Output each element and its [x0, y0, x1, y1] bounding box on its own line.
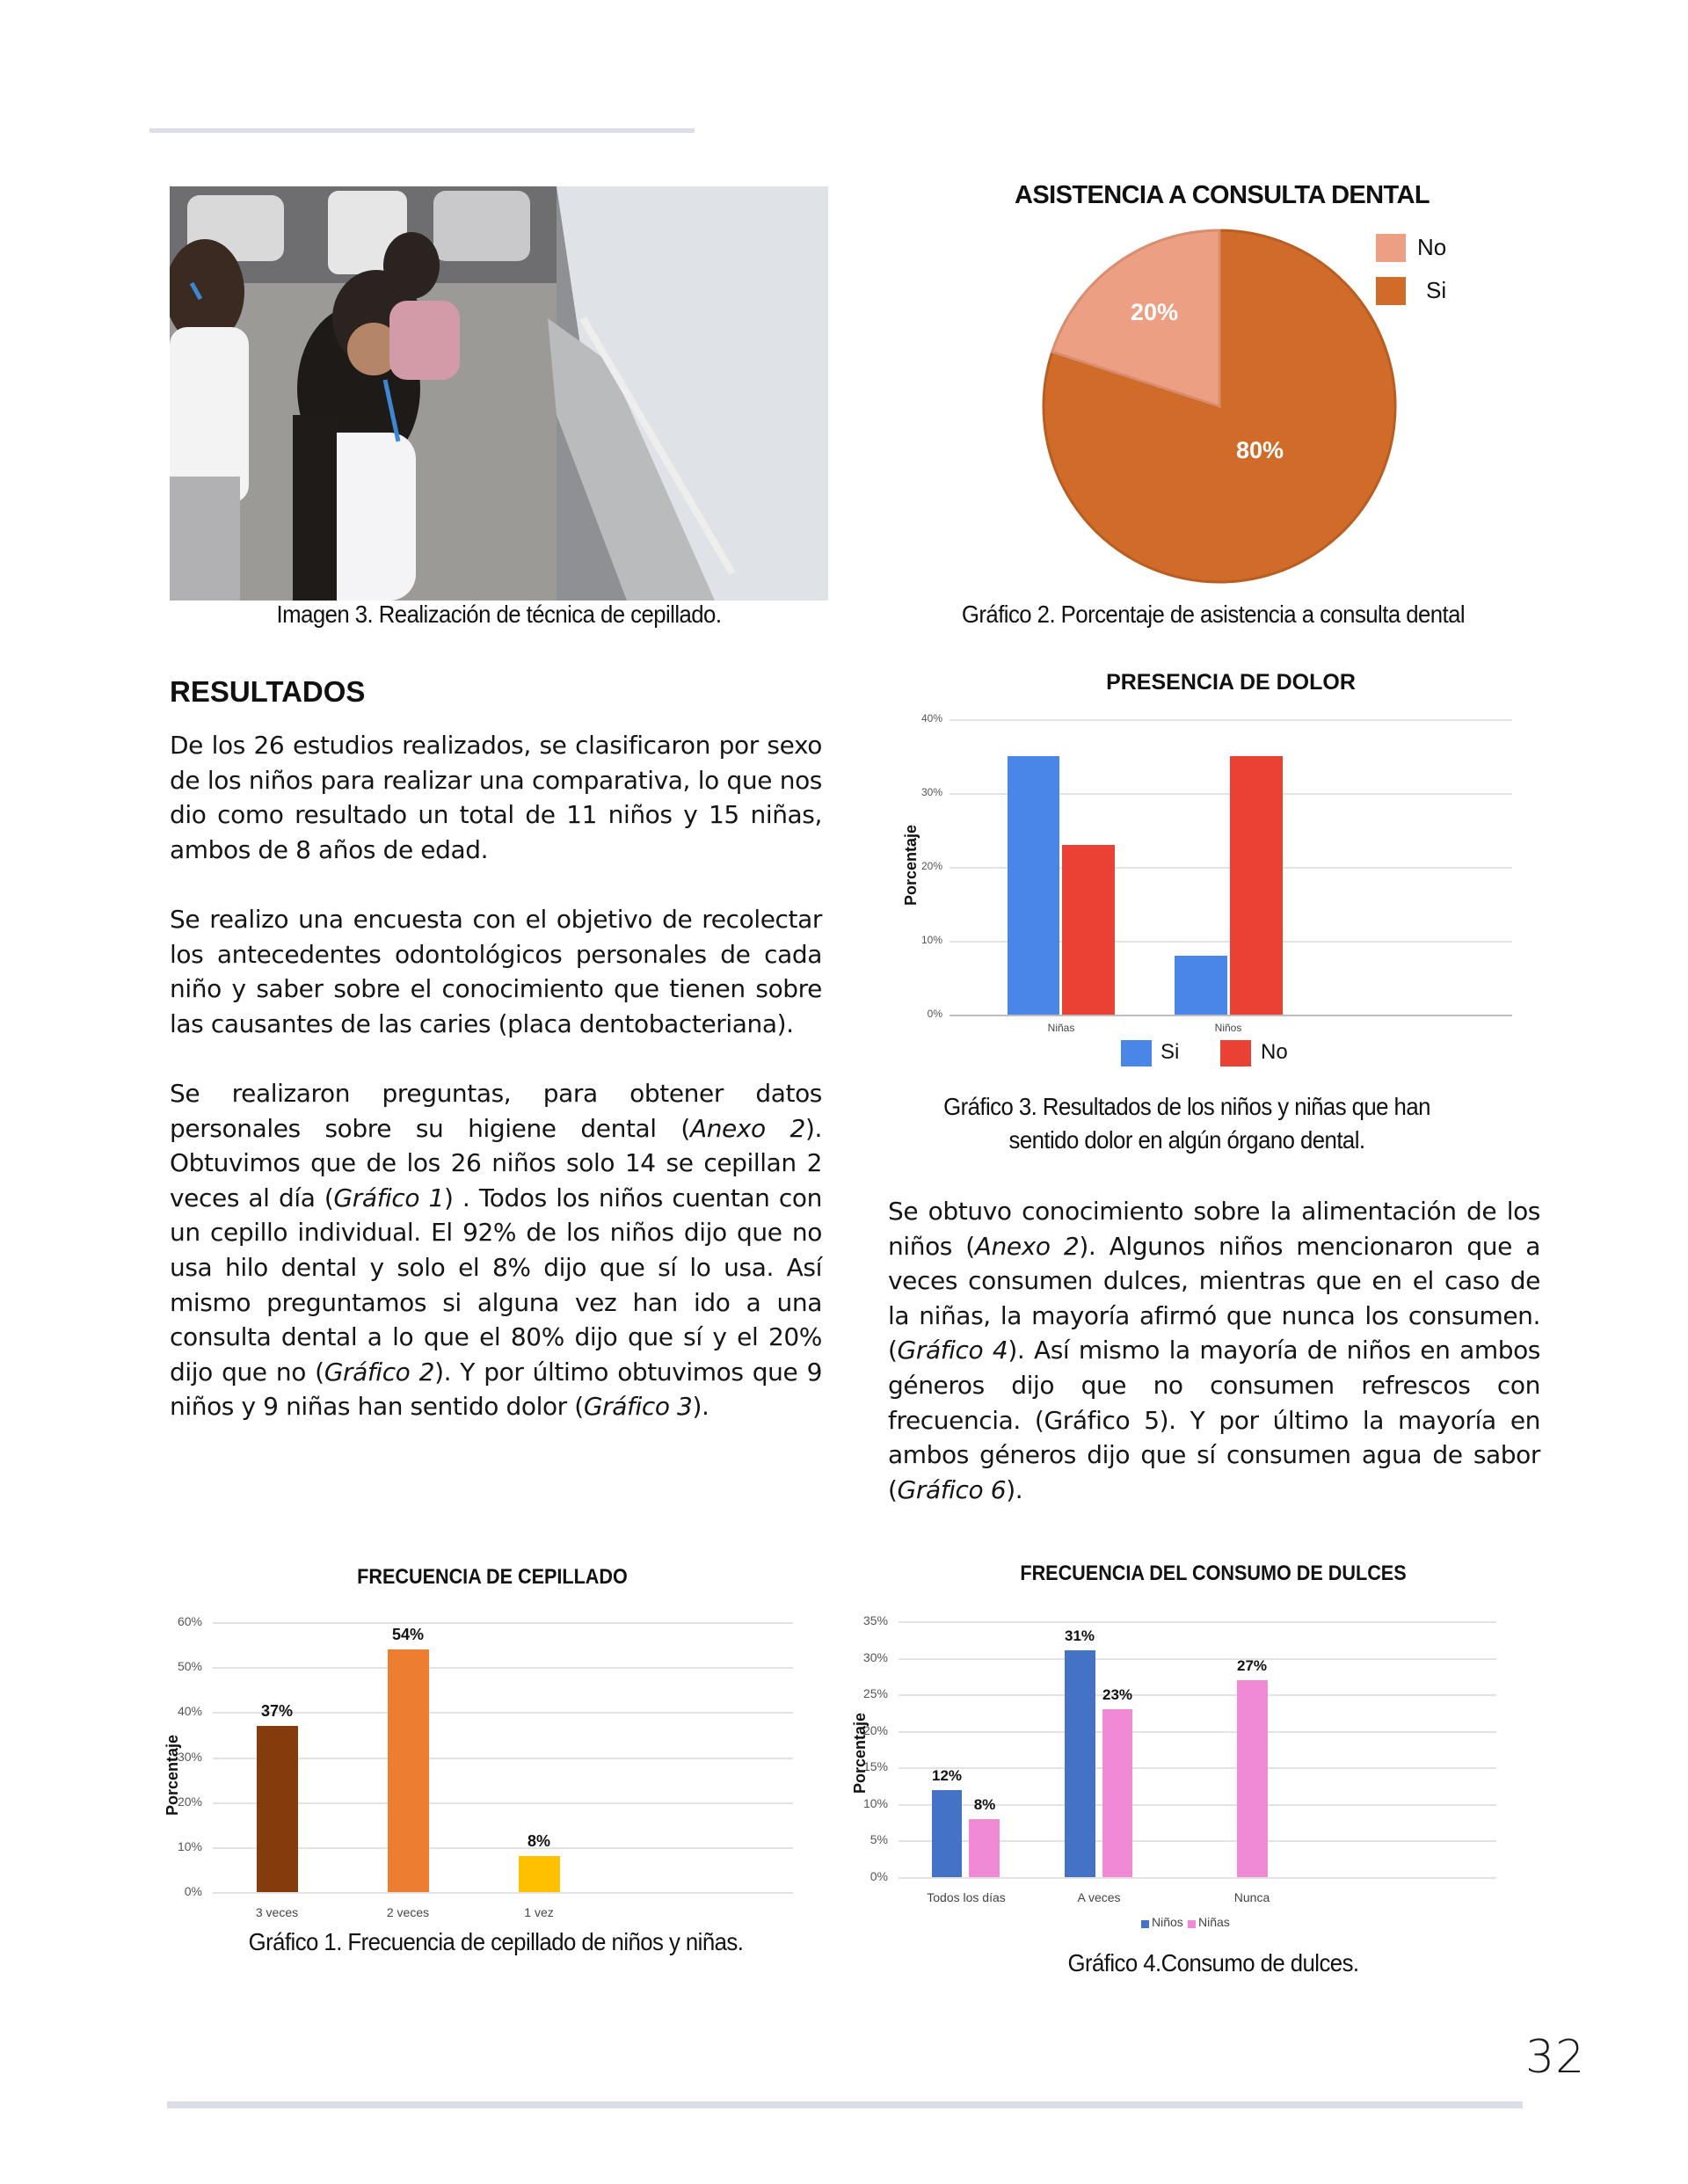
x-category: Niños [1214, 1022, 1242, 1034]
chart1-caption: Gráfico 1. Frecuencia de cepillado de niños y niñas. [248, 1928, 744, 1955]
gridline [213, 1622, 793, 1624]
reference-grafico-3: Gráfico 3 [583, 1392, 693, 1422]
legend-label-si: Si [1160, 1040, 1180, 1064]
y-tick: 50% [177, 1659, 202, 1673]
data-label: 31% [1064, 1627, 1095, 1644]
x-category: 2 veces [386, 1905, 430, 1919]
reference-grafico-2: Gráfico 2 [324, 1357, 435, 1387]
legend-label-no: No [1417, 234, 1447, 260]
text-span: ). [1006, 1474, 1023, 1504]
paragraph-4 [888, 1194, 1540, 1507]
x-category: 3 veces [255, 1905, 299, 1919]
bar-todos-ninos [932, 1790, 962, 1877]
chart2-title: ASISTENCIA A CONSULTA DENTAL [1015, 181, 1430, 209]
text-span: ) . Todos los niños cuentan con un cepillo individual. El 92% de los niños dijo que no usa hilo dental y solo el 8% dijo que sí lo usa. Así mismo preguntamos si alguna vez han ido a una consulta dental a lo que el 80% dijo que sí y el 20% dijo que no ( [170, 1183, 822, 1387]
data-label: 12% [931, 1767, 963, 1784]
chart3-caption-line2: sentido dolor en algún órgano dental. [1008, 1126, 1365, 1154]
y-tick: 0% [927, 1008, 942, 1020]
photo-illustration [170, 186, 828, 601]
gridline [213, 1802, 793, 1804]
section-heading-resultados: RESULTADOS [170, 675, 366, 708]
text-span: ). Y por último obtuvimos que 9 niños y 9 niñas han sentido dolor ( [170, 1357, 822, 1422]
x-category: Todos los días [927, 1890, 1006, 1904]
page-number: 32 [1525, 2031, 1586, 2084]
chart1-plot [158, 1609, 809, 1926]
y-tick: 15% [862, 1759, 888, 1773]
legend-swatch-si [1376, 277, 1406, 305]
legend-label-si: Si [1426, 277, 1447, 303]
x-category: 1 vez [524, 1905, 554, 1919]
data-label: 8% [973, 1796, 996, 1813]
text-span: ). [692, 1392, 709, 1422]
results-body-left [170, 728, 822, 1424]
bar-ninos-si [1175, 956, 1227, 1015]
y-tick: 60% [177, 1614, 202, 1628]
y-tick: 25% [862, 1686, 888, 1700]
y-tick: 20% [177, 1795, 202, 1809]
data-label: 37% [260, 1702, 294, 1720]
chart3-title: PRESENCIA DE DOLOR [1106, 670, 1356, 695]
text-span: Se realizaron preguntas, para obtener datos personales sobre su higiene dental ( [170, 1078, 822, 1143]
chart1-title: FRECUENCIA DE CEPILLADO [357, 1565, 628, 1589]
y-tick: 30% [862, 1650, 888, 1664]
header-rule [149, 128, 695, 133]
bar-ninas-si [1008, 756, 1059, 1015]
legend-swatch-no [1376, 234, 1406, 262]
legend-swatch-ninas [1188, 1920, 1196, 1928]
y-tick: 10% [177, 1839, 202, 1853]
chart3-y-axis-label: Porcentaje [902, 824, 920, 906]
chart1-y-axis-label: Porcentaje [164, 1734, 181, 1816]
bar-ninos-no [1230, 756, 1283, 1015]
bar-aveces-ninas [1102, 1709, 1132, 1877]
gridline [213, 1847, 793, 1849]
paragraph-1: De los 26 estudios realizados, se clasificaron por sexo de los niños para realizar una comparativa, lo que nos dio como resultado un total de 11 niños y 15 niñas, ambos de 8 años de edad. [170, 731, 822, 864]
y-tick: 20% [920, 860, 942, 872]
legend-swatch-no [1220, 1040, 1251, 1067]
y-tick: 30% [920, 786, 942, 798]
paragraph-3 [170, 1076, 822, 1424]
reference-anexo-2: Anexo 2 [689, 1113, 805, 1143]
footer-rule [167, 2101, 1523, 2108]
chart4-plot [844, 1609, 1539, 1961]
gridline [899, 1731, 1496, 1733]
gridline [899, 1658, 1496, 1660]
gridline [213, 1758, 793, 1759]
data-label: 23% [1102, 1686, 1133, 1703]
y-tick: 20% [862, 1723, 888, 1737]
chart2-pie [1029, 215, 1415, 593]
paragraph-2: Se realizo una encuesta con el objetivo de recolectar los antecedentes odontológicos personales de cada niño y saber sobre el conocimiento que tienen sobre las causantes de las caries (placa dentobacteriana). [170, 904, 822, 1038]
pie-label-no: 20% [1130, 299, 1179, 325]
data-label: 8% [527, 1832, 550, 1850]
chart4-title: FRECUENCIA DEL CONSUMO DE DULCES [1020, 1562, 1407, 1585]
legend-label-ninas: Niñas [1198, 1915, 1230, 1929]
data-label: 27% [1236, 1657, 1268, 1674]
gridline [899, 1621, 1496, 1623]
bar-todos-ninas [969, 1819, 1000, 1877]
gridline [899, 1767, 1496, 1769]
bar-2-veces [388, 1649, 429, 1892]
legend-swatch-si [1121, 1040, 1152, 1067]
x-category: A veces [1077, 1890, 1121, 1904]
results-body-right [888, 1194, 1540, 1507]
x-axis [950, 1015, 1512, 1016]
x-category: Niñas [1047, 1022, 1075, 1034]
chart2-caption: Gráfico 2. Porcentaje de asistencia a consulta dental [961, 601, 1466, 628]
pie-label-si: 80% [1235, 437, 1284, 463]
y-tick: 0% [869, 1869, 888, 1883]
photo-brushing-technique [170, 186, 828, 601]
chart3-plot [897, 703, 1512, 1064]
image3-caption: Imagen 3. Realización de técnica de cepillado. [276, 601, 722, 628]
data-label: 54% [391, 1626, 425, 1643]
reference-anexo-2: Anexo 2 [974, 1231, 1080, 1261]
y-tick: 30% [177, 1750, 202, 1764]
bar-ninas-no [1062, 845, 1115, 1015]
legend-label-ninos: Niños [1152, 1915, 1183, 1929]
y-tick: 40% [177, 1704, 202, 1718]
y-tick: 0% [184, 1884, 202, 1898]
gridline [213, 1667, 793, 1669]
reference-grafico-1: Gráfico 1 [333, 1183, 444, 1212]
gridline [899, 1694, 1496, 1696]
y-tick: 10% [920, 934, 942, 946]
gridline [213, 1892, 793, 1894]
gridline [899, 1877, 1496, 1879]
reference-grafico-4: Gráfico 4 [897, 1336, 1008, 1365]
chart3-caption-line1: Gráfico 3. Resultados de los niños y niñas que han [943, 1093, 1430, 1120]
legend-swatch-ninos [1141, 1920, 1149, 1928]
legend-label-no: No [1261, 1040, 1288, 1064]
text-span: Se obtuvo conocimiento sobre la alimentación de los niños ( [888, 1197, 1540, 1261]
y-tick: 35% [862, 1613, 888, 1627]
y-tick: 40% [920, 712, 942, 724]
text-span: ). Algunos niños mencionaron que a veces consumen dulces, mientras que en el caso de la niñas, la mayoría afirmó que nunca los consumen. ( [888, 1231, 1540, 1365]
bar-1-vez [519, 1856, 560, 1892]
y-tick: 10% [862, 1796, 888, 1810]
x-category: Nunca [1233, 1890, 1270, 1904]
bar-3-veces [257, 1726, 298, 1892]
chart4-y-axis-label: Porcentaje [851, 1712, 869, 1794]
gridline [950, 719, 1512, 721]
text-span: ). Obtuvimos que de los 26 niños solo 14 se cepillan 2 veces al día ( [170, 1113, 822, 1212]
y-tick: 5% [869, 1832, 888, 1846]
reference-grafico-6: Gráfico 6 [897, 1474, 1007, 1504]
bar-aveces-ninos [1065, 1650, 1095, 1877]
text-span: ). Así mismo la mayoría de niños en ambos géneros dijo que no consumen refrescos con frecuencia. (Gráfico 5). Y por último la mayoría en ambos géneros dijo que sí consumen agua de sabor ( [888, 1336, 1540, 1504]
bar-nunca-ninas [1237, 1680, 1268, 1877]
chart4-caption: Gráfico 4.Consumo de dulces. [1067, 1949, 1359, 1977]
